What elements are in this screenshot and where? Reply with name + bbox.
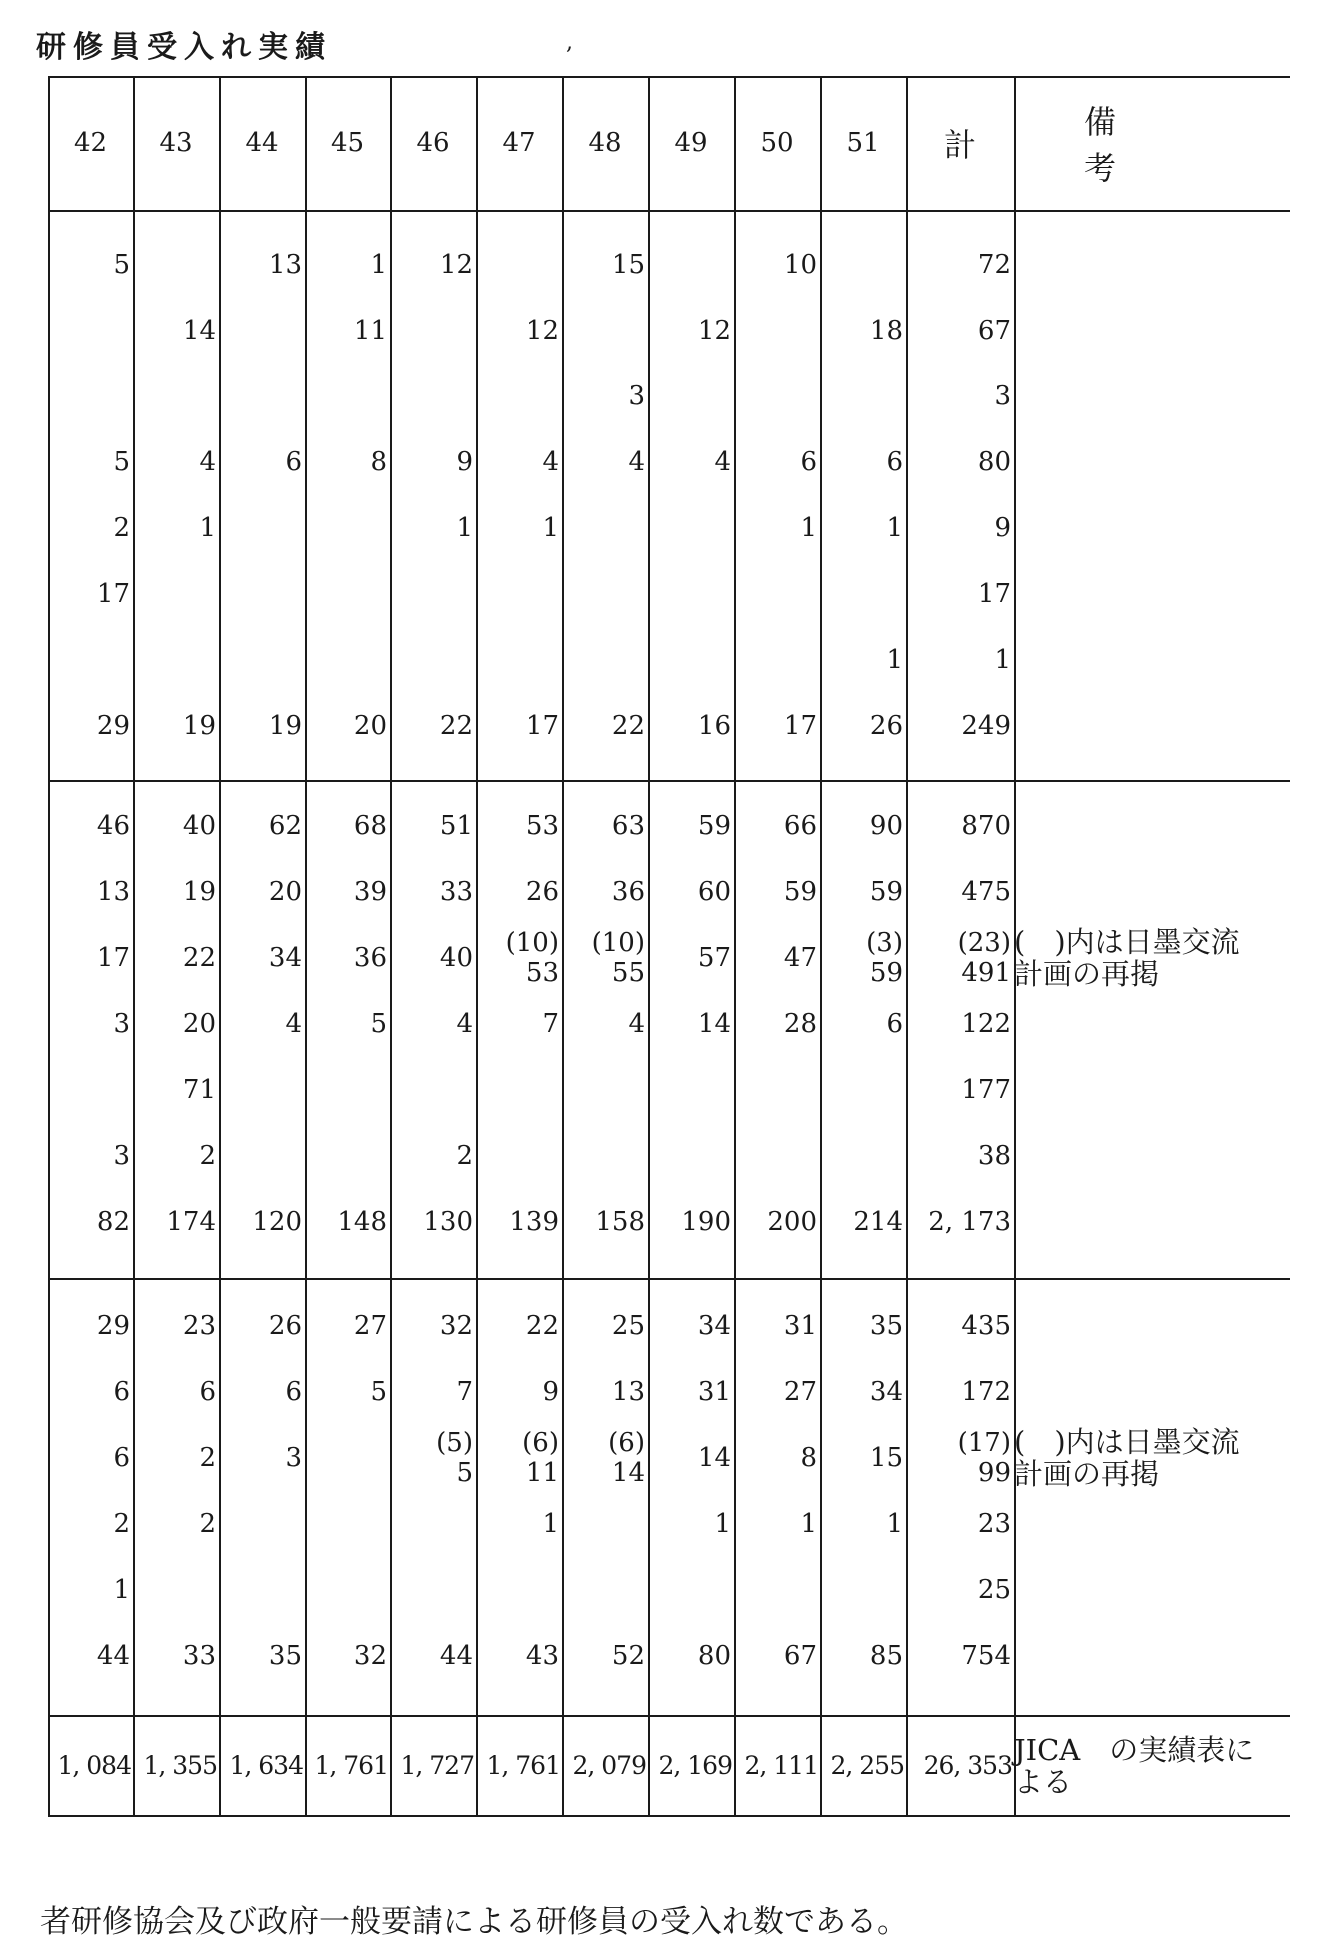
table-cell: 2, 111 — [744, 1751, 818, 1780]
table-cell: 17 — [977, 579, 1011, 609]
table-cell: 29 — [96, 1311, 130, 1341]
table-cell: 17 — [96, 943, 130, 973]
table-cell: 11 — [353, 316, 387, 346]
table-cell: 148 — [337, 1207, 387, 1237]
table-cell: 20 — [268, 877, 302, 907]
table-cell: 139 — [509, 1207, 559, 1237]
table-cell: 67 — [977, 316, 1011, 346]
table-cell: 9 — [994, 513, 1011, 543]
table-cell: 18 — [869, 316, 903, 346]
table-cell: 3 — [285, 1443, 302, 1473]
table-cell: (5) 5 — [436, 1428, 473, 1488]
table-cell: 32 — [439, 1311, 473, 1341]
table-cell: 80 — [977, 447, 1011, 477]
table-cell: 14 — [697, 1009, 731, 1039]
table-cell: 82 — [96, 1207, 130, 1237]
table-cell: 12 — [525, 316, 559, 346]
table-cell: 35 — [869, 1311, 903, 1341]
table-cell: 10 — [783, 250, 817, 280]
table-cell: 2, 255 — [830, 1751, 904, 1780]
table-cell: 1 — [994, 645, 1011, 675]
table-cell: 36 — [611, 877, 645, 907]
table-cell: 27 — [783, 1377, 817, 1407]
header-remarks: 備 考 — [1084, 103, 1289, 187]
table-cell: 59 — [697, 811, 731, 841]
table-cell: 2 — [113, 1509, 130, 1539]
table-cell: 17 — [783, 711, 817, 741]
table-cell: 80 — [697, 1641, 731, 1671]
table-cell: 249 — [961, 711, 1011, 741]
table-cell: 3 — [113, 1009, 130, 1039]
table-cell: 6 — [199, 1377, 216, 1407]
table-cell: 6 — [886, 447, 903, 477]
table-cell: 38 — [977, 1141, 1011, 1171]
table-cell: 22 — [182, 943, 216, 973]
table-cell: 32 — [353, 1641, 387, 1671]
table-cell: 34 — [268, 943, 302, 973]
table-cell: 22 — [611, 711, 645, 741]
table-cell: 9 — [542, 1377, 559, 1407]
table-cell: 63 — [611, 811, 645, 841]
table-cell: 6 — [113, 1443, 130, 1473]
table-cell: 26 — [869, 711, 903, 741]
table-cell: 2, 169 — [658, 1751, 732, 1780]
table-cell: 27 — [353, 1311, 387, 1341]
table-cell: 475 — [961, 877, 1011, 907]
header-total: 計 — [943, 126, 976, 164]
header-year: 43 — [159, 128, 193, 158]
table-cell: 1 — [714, 1509, 731, 1539]
table-cell: 17 — [525, 711, 559, 741]
table-cell: 4 — [714, 447, 731, 477]
table-cell: 13 — [611, 1377, 645, 1407]
footnote: 者研修協会及び政府一般要請による研修員の受入れ数である。 — [40, 1904, 908, 1940]
rule-2 — [48, 780, 1290, 782]
table-cell: (6) 11 — [522, 1428, 559, 1488]
table-cell: 2 — [113, 513, 130, 543]
table-cell: 15 — [611, 250, 645, 280]
table-cell: 20 — [353, 711, 387, 741]
table-cell: 3 — [628, 381, 645, 411]
table-cell: 870 — [961, 811, 1011, 841]
table-cell: 5 — [370, 1377, 387, 1407]
table-cell: 60 — [697, 877, 731, 907]
header-year: 51 — [846, 128, 880, 158]
table-cell: 1 — [800, 513, 817, 543]
table-cell: 22 — [525, 1311, 559, 1341]
table-cell: 40 — [439, 943, 473, 973]
table-cell: 7 — [542, 1009, 559, 1039]
table-cell: 122 — [961, 1009, 1011, 1039]
table-cell: (17) 99 — [957, 1428, 1011, 1488]
rule-3 — [48, 1278, 1290, 1280]
table-cell: 1, 084 — [57, 1751, 131, 1780]
table-cell: (23) 491 — [957, 928, 1011, 988]
rule-4 — [48, 1715, 1290, 1717]
table-cell: (10) 55 — [591, 928, 645, 988]
remark-note: JICA の実績表に よる — [1014, 1733, 1255, 1799]
table-cell: 67 — [783, 1641, 817, 1671]
table-cell: 7 — [456, 1377, 473, 1407]
table-cell: 53 — [525, 811, 559, 841]
rule-1 — [48, 210, 1290, 212]
table-cell: 66 — [783, 811, 817, 841]
table-cell: 25 — [611, 1311, 645, 1341]
table-cell: 22 — [439, 711, 473, 741]
table-cell: 2, 173 — [928, 1207, 1011, 1237]
table-cell: 6 — [800, 447, 817, 477]
remark-note: ( )内は日墨交流 計画の再掲 — [1014, 1425, 1240, 1491]
table-cell: 6 — [285, 1377, 302, 1407]
table-cell: 44 — [439, 1641, 473, 1671]
table-cell: 39 — [353, 877, 387, 907]
table-cell: 26, 353 — [923, 1751, 1012, 1780]
table-cell: 6 — [285, 447, 302, 477]
table-cell: 26 — [268, 1311, 302, 1341]
remark-note: ( )内は日墨交流 計画の再掲 — [1014, 925, 1240, 991]
table-cell: 3 — [994, 381, 1011, 411]
header-year: 48 — [588, 128, 622, 158]
table-cell: (3) 59 — [866, 928, 903, 988]
table-cell: 5 — [113, 250, 130, 280]
table-cell: 23 — [977, 1509, 1011, 1539]
table-cell: 1, 355 — [143, 1751, 217, 1780]
table-cell: 52 — [611, 1641, 645, 1671]
table-cell: 130 — [423, 1207, 473, 1237]
table-cell: 2 — [456, 1141, 473, 1171]
table-cell: 177 — [961, 1075, 1011, 1105]
table-cell: 2, 079 — [572, 1751, 646, 1780]
table-cell: 2 — [199, 1141, 216, 1171]
header-year: 47 — [502, 128, 536, 158]
table-cell: 5 — [370, 1009, 387, 1039]
table-cell: 1 — [370, 250, 387, 280]
table-cell: 72 — [977, 250, 1011, 280]
table-cell: 71 — [182, 1075, 216, 1105]
table-cell: 8 — [370, 447, 387, 477]
table-cell: 90 — [869, 811, 903, 841]
table-cell: 9 — [456, 447, 473, 477]
table-cell: 174 — [166, 1207, 216, 1237]
table-cell: 31 — [783, 1311, 817, 1341]
table-cell: 1 — [542, 1509, 559, 1539]
table-cell: 16 — [697, 711, 731, 741]
table-cell: 6 — [113, 1377, 130, 1407]
table-cell: 31 — [697, 1377, 731, 1407]
header-year: 44 — [245, 128, 279, 158]
table-cell: 1 — [542, 513, 559, 543]
table-cell: 15 — [869, 1443, 903, 1473]
table-cell: 1 — [800, 1509, 817, 1539]
table-cell: 36 — [353, 943, 387, 973]
table-cell: 29 — [96, 711, 130, 741]
table-cell: 4 — [199, 447, 216, 477]
table-cell: 43 — [525, 1641, 559, 1671]
table-cell: 46 — [96, 811, 130, 841]
table-cell: 4 — [285, 1009, 302, 1039]
table-cell: 1 — [886, 513, 903, 543]
table-cell: 33 — [182, 1641, 216, 1671]
table-cell: 1 — [886, 645, 903, 675]
table-cell: 20 — [182, 1009, 216, 1039]
table-cell: 8 — [800, 1443, 817, 1473]
table-cell: 4 — [456, 1009, 473, 1039]
table-cell: (6) 14 — [608, 1428, 645, 1488]
table-cell: 754 — [961, 1641, 1011, 1671]
table-cell: 59 — [869, 877, 903, 907]
table-cell: 23 — [182, 1311, 216, 1341]
table-cell: 40 — [182, 811, 216, 841]
table-cell: 19 — [182, 877, 216, 907]
table-cell: 190 — [681, 1207, 731, 1237]
table-cell: 3 — [113, 1141, 130, 1171]
table-cell: 1, 634 — [229, 1751, 303, 1780]
table-cell: 62 — [268, 811, 302, 841]
header-year: 50 — [760, 128, 794, 158]
table-cell: 1, 761 — [486, 1751, 560, 1780]
table-cell: 2 — [199, 1509, 216, 1539]
table-cell: 4 — [628, 1009, 645, 1039]
table-cell: 1 — [113, 1575, 130, 1605]
table-cell: 1 — [886, 1509, 903, 1539]
table-cell: 51 — [439, 811, 473, 841]
header-year: 42 — [73, 128, 108, 158]
header-year: 49 — [674, 128, 708, 158]
header-year: 45 — [330, 128, 365, 158]
table-cell: 200 — [767, 1207, 817, 1237]
table-cell: 44 — [96, 1641, 130, 1671]
table-cell: 4 — [542, 447, 559, 477]
table-cell: 158 — [595, 1207, 645, 1237]
table-cell: 85 — [869, 1641, 903, 1671]
table-cell: 47 — [783, 943, 817, 973]
table-cell: 1 — [199, 513, 216, 543]
table-cell: 26 — [525, 877, 559, 907]
table-cell: 25 — [977, 1575, 1011, 1605]
table-cell: 172 — [961, 1377, 1011, 1407]
table-cell: 214 — [853, 1207, 903, 1237]
table-cell: 13 — [268, 250, 302, 280]
table-cell: 1, 727 — [400, 1751, 474, 1780]
table-cell: (10) 53 — [505, 928, 559, 988]
table-cell: 4 — [628, 447, 645, 477]
rule-5 — [48, 1815, 1290, 1817]
table-cell: 14 — [697, 1443, 731, 1473]
table-cell: 35 — [268, 1641, 302, 1671]
stray-mark: , — [566, 30, 573, 55]
table-cell: 34 — [697, 1311, 731, 1341]
table-cell: 19 — [182, 711, 216, 741]
table-cell: 33 — [439, 877, 473, 907]
table-cell: 14 — [182, 316, 216, 346]
table-cell: 13 — [96, 877, 130, 907]
table-cell: 57 — [697, 943, 731, 973]
table-cell: 19 — [268, 711, 302, 741]
table-cell: 2 — [199, 1443, 216, 1473]
table-cell: 68 — [353, 811, 387, 841]
table-cell: 6 — [886, 1009, 903, 1039]
page-title: 研修員受入れ実績 — [36, 30, 332, 65]
table-cell: 12 — [697, 316, 731, 346]
header-year: 46 — [416, 128, 450, 158]
table-cell: 28 — [783, 1009, 817, 1039]
table-cell: 120 — [252, 1207, 302, 1237]
table-cell: 59 — [783, 877, 817, 907]
table-cell: 1, 761 — [314, 1751, 388, 1780]
table-cell: 5 — [113, 447, 130, 477]
table-cell: 34 — [869, 1377, 903, 1407]
table-cell: 12 — [439, 250, 473, 280]
table-cell: 17 — [96, 579, 130, 609]
table-cell: 1 — [456, 513, 473, 543]
table-cell: 435 — [961, 1311, 1011, 1341]
